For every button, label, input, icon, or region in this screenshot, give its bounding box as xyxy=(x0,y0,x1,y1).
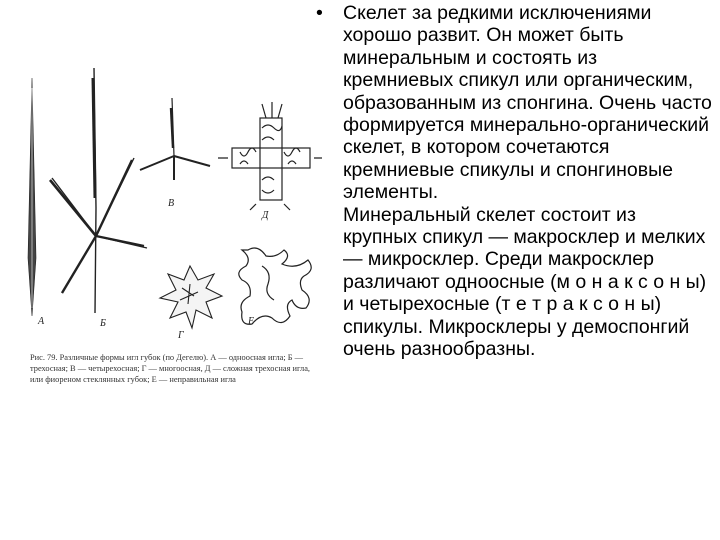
label-v: В xyxy=(168,198,175,209)
label-g: Г xyxy=(178,330,184,341)
spicule-monaxon xyxy=(28,78,36,316)
spicule-cross xyxy=(218,102,322,210)
bullet-icon: • xyxy=(316,2,323,24)
label-d: Д xyxy=(262,210,269,221)
spicule-irregular xyxy=(239,248,311,324)
slide-text xyxy=(316,2,712,361)
label-a: А xyxy=(38,316,45,327)
figure-caption: Рис. 79. Различные формы игл губок (по Дегелю). А — одноосная игла; Б — трехосная; В — четырехосная; Г — многоосная, Д — сложная трехосная игла, или фиореном стеклянных губок; Е — неправильная игла xyxy=(30,353,311,384)
spicule-polyaxon xyxy=(160,266,222,328)
spicule-tetraxon xyxy=(140,98,210,180)
label-b: Б xyxy=(100,318,106,329)
label-e: Е xyxy=(248,316,255,327)
spicule-triaxon xyxy=(50,68,147,313)
paragraph-skeleton: Скелет за редкими исключениями хорошо развит. Он может быть минеральным и состоять из кремниевых спикул или органическим, образованным из спонгина. Очень часто формируется минерально-органический скелет, в котором сочетаются кремниевые спикулы и спонгиновые элементы. xyxy=(343,2,712,204)
sponge-spicules-figure xyxy=(22,48,322,460)
spicules-drawing xyxy=(22,48,322,460)
paragraph-mineral-skeleton: Минеральный скелет состоит из крупных спикул — макросклер и мелких — микросклер. Среди макросклер различают одноосные (м о н а к с о н ы) и четырехосные (т е т р а к с о н ы) спикулы. Микросклеры у демоспонгий очень разнообразны. xyxy=(343,203,707,361)
